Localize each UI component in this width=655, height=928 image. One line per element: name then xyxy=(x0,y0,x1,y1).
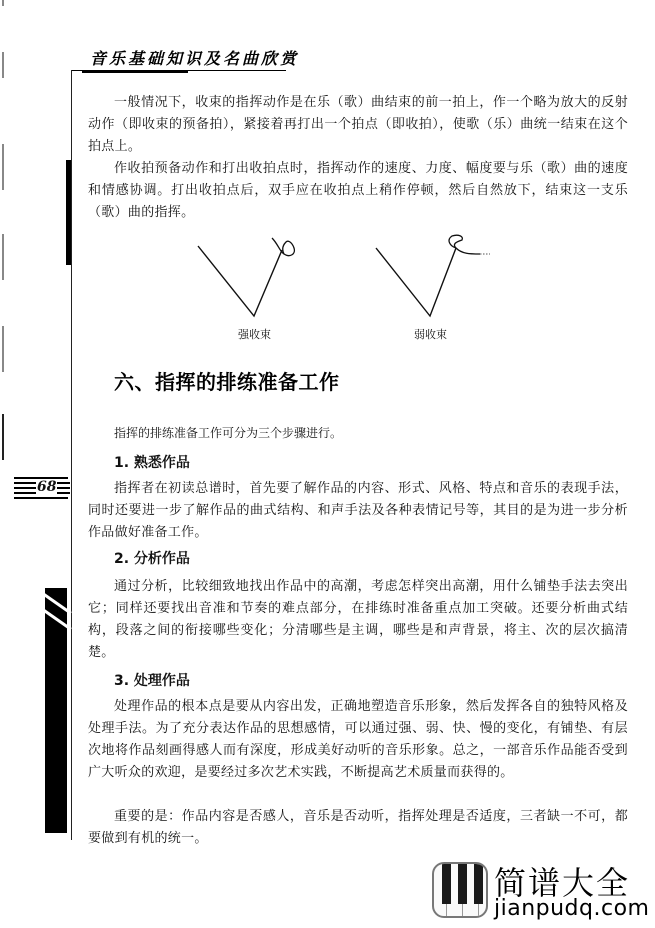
caption-strong-release: 强收束 xyxy=(238,328,271,341)
scan-artifact xyxy=(2,326,4,372)
paragraph: 通过分析，比较细致地找出作品中的高潮，考虑怎样突出高潮，用什么铺垫手法去突出它；同样还要找出音准和节奏的难点部分，在排练时准备重点加工突破。还要分析曲式结构，段落之间的衔接哪些变化；分清哪些是主调，哪些是和声背景，将主、次的层次搞清楚。 xyxy=(88,579,628,660)
paragraph: 作收拍预备动作和打出收拍点时，指挥动作的速度、力度、幅度要与乐（歌）曲的速度和情感协调。打出收拍点后，双手应在收拍点上稍作停顿，然后自然放下，结束这一支乐（歌）曲的指挥。 xyxy=(88,161,628,220)
paragraph: 重要的是：作品内容是否感人，音乐是否动听，指挥处理是否适度，三者缺一不可，都要做到有机的统一。 xyxy=(88,809,628,846)
release-gesture-icon xyxy=(150,222,530,342)
paragraph: 一般情况下，收束的指挥动作是在乐（歌）曲结束的前一拍上，作一个略为放大的反射动作（即收束的预备拍），紧接着再打出一个拍点（即收拍），使歌（乐）曲统一结束在这个拍点上。 xyxy=(88,95,628,154)
conducting-release-diagram xyxy=(150,222,530,342)
running-header: 音乐基础知识及名曲欣赏 xyxy=(90,49,300,68)
watermark-url: jianpudq.com xyxy=(494,896,650,921)
watermark-title: 简谱大全 xyxy=(494,864,631,902)
margin-bar xyxy=(66,160,71,265)
step-heading: 3. 处理作品 xyxy=(114,673,190,689)
paragraph: 指挥者在初读总谱时，首先要了解作品的内容、形式、风格、特点和音乐的表现手法，同时还要进一步了解作品的曲式结构、和声手法及各种表情记号等，其目的是为进一步分析作品做好准备工作。 xyxy=(88,481,628,540)
header-rule-accent xyxy=(82,70,188,73)
scan-artifact xyxy=(2,52,4,78)
page-number: 68 xyxy=(37,479,57,495)
scan-artifact xyxy=(2,234,4,280)
piano-keys-icon xyxy=(432,862,488,918)
paragraph: 处理作品的根本点是要从内容出发，正确地塑造音乐形象，然后发挥各自的独特风格及处理手法。为了充分表达作品的思想感情，可以通过强、弱、快、慢的变化，有铺垫、有层次地将作品刻画得感人而有深度，形成美好动听的音乐形象。总之，一部音乐作品能否受到广大听众的欢迎，是要经过多次艺术实践，不断提高艺术质量而获得的。 xyxy=(88,699,628,780)
watermark-logo xyxy=(432,862,650,922)
page-number-badge xyxy=(14,475,70,501)
step-heading: 1. 熟悉作品 xyxy=(114,455,190,471)
scan-artifact xyxy=(2,414,4,460)
section-intro: 指挥的排练准备工作可分为三个步骤进行。 xyxy=(114,426,343,440)
step-heading: 2. 分析作品 xyxy=(114,551,190,567)
margin-line xyxy=(71,70,72,840)
caption-weak-release: 弱收束 xyxy=(414,328,447,341)
scan-artifact xyxy=(2,144,4,190)
scan-artifact xyxy=(2,0,4,6)
section-title: 六、指挥的排练准备工作 xyxy=(114,370,340,394)
